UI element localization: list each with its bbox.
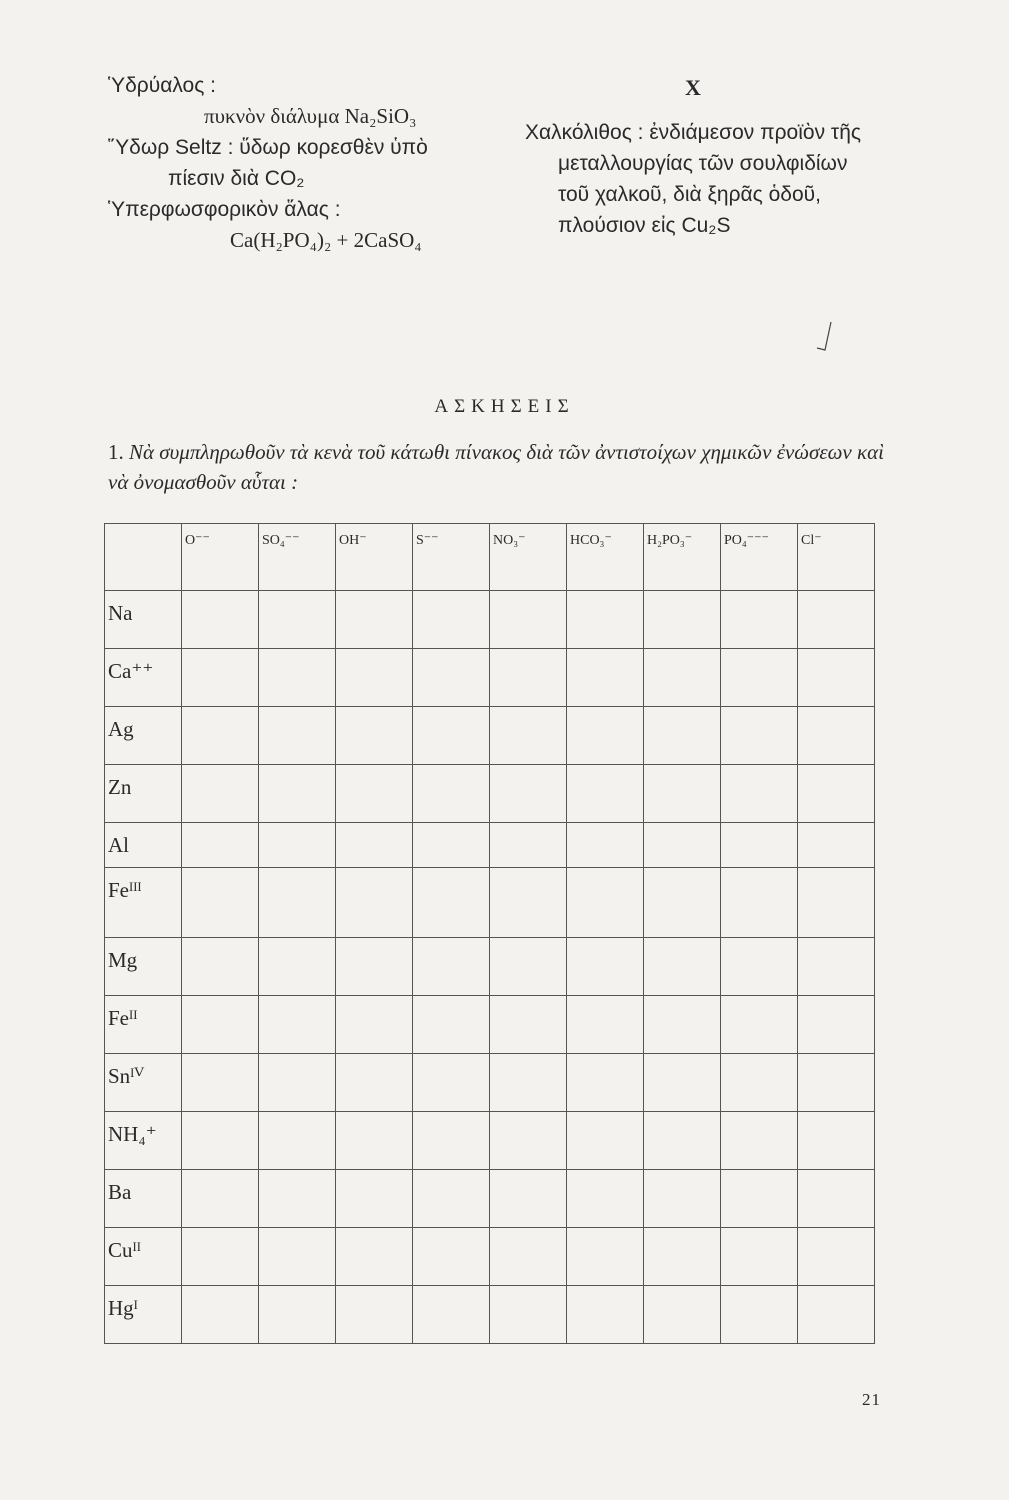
table-cell: [413, 649, 490, 707]
table-row: [105, 765, 875, 823]
table-cell: [644, 707, 721, 765]
table-cell: [721, 707, 798, 765]
table-cell: [721, 996, 798, 1054]
table-cell: [413, 938, 490, 996]
exercise-1: [108, 437, 888, 497]
table-cell: [721, 1170, 798, 1228]
right-column: X Χαλκόλιθος : ἐνδιάμεσον προϊὸν τῆς μεταλλουργίας τῶν σουλφιδίων τοῦ χαλκοῦ, διὰ ξηρᾶς ὁδοῦ, πλούσιον εἰς Cu₂S: [525, 72, 925, 241]
table-cell: [182, 707, 259, 765]
table-cell: [798, 1112, 875, 1170]
table-cell: [798, 707, 875, 765]
table-cell: [567, 1286, 644, 1344]
column-header: Cl⁻: [798, 524, 875, 591]
table-cell: [721, 591, 798, 649]
table-cell: [182, 1170, 259, 1228]
row-header: Ag: [105, 707, 182, 765]
table-cell: [182, 591, 259, 649]
table-cell: [490, 1286, 567, 1344]
table-row: [105, 1112, 875, 1170]
table-cell: [798, 1228, 875, 1286]
seltz-water-label: Ὕδωρ Seltz : ὕδωρ κορεσθὲν ὑπὸ: [108, 136, 428, 159]
compounds-table: [104, 523, 875, 1344]
table-cell: [798, 649, 875, 707]
table-cell: [798, 996, 875, 1054]
row-header: Cuᴵᴵ: [105, 1228, 182, 1286]
table-cell: [567, 1054, 644, 1112]
table-cell: [336, 1228, 413, 1286]
table-cell: [490, 591, 567, 649]
table-cell: [490, 868, 567, 938]
table-cell: [259, 1286, 336, 1344]
row-header: Zn: [105, 765, 182, 823]
exercises-title: ΑΣΚΗΣΕΙΣ: [434, 396, 575, 417]
table-header-row: [105, 524, 875, 591]
table-cell: [490, 996, 567, 1054]
table-cell: [336, 707, 413, 765]
table-cell: [644, 1228, 721, 1286]
table-cell: [798, 938, 875, 996]
table-cell: [644, 765, 721, 823]
table-row: [105, 868, 875, 938]
table-cell: [567, 765, 644, 823]
column-header: NO₃⁻: [490, 524, 567, 591]
table-cell: [721, 868, 798, 938]
table-row: [105, 1054, 875, 1112]
table-cell: [336, 649, 413, 707]
table-cell: [490, 938, 567, 996]
table-cell: [490, 707, 567, 765]
table-cell: [182, 868, 259, 938]
table-cell: [798, 765, 875, 823]
copper-matte-line-3: τοῦ χαλκοῦ, διὰ ξηρᾶς ὁδοῦ,: [558, 183, 821, 206]
table-cell: [567, 868, 644, 938]
column-header: H₂PO₃⁻: [644, 524, 721, 591]
row-header: Feᴵᴵ: [105, 996, 182, 1054]
table-cell: [182, 1112, 259, 1170]
row-header: Mg: [105, 938, 182, 996]
table-cell: [567, 707, 644, 765]
table-cell: [490, 1112, 567, 1170]
table-cell: [413, 1286, 490, 1344]
table-cell: [259, 823, 336, 868]
table-cell: [490, 1228, 567, 1286]
table-cell: [259, 1112, 336, 1170]
table-cell: [798, 1286, 875, 1344]
table-cell: [798, 823, 875, 868]
table-cell: [490, 1170, 567, 1228]
hydrualos-label: Ὑδρύαλος :: [108, 74, 216, 97]
table-cell: [644, 649, 721, 707]
table-cell: [490, 765, 567, 823]
table-cell: [721, 938, 798, 996]
table-cell: [644, 823, 721, 868]
table-cell: [259, 868, 336, 938]
column-header: O⁻⁻: [182, 524, 259, 591]
table-cell: [644, 996, 721, 1054]
copper-matte-label: Χαλκόλιθος : ἐνδιάμεσον προϊὸν τῆς: [525, 121, 861, 144]
table-cell: [413, 591, 490, 649]
table-cell: [798, 591, 875, 649]
table-cell: [259, 1228, 336, 1286]
table-cell: [336, 765, 413, 823]
table-cell: [182, 1286, 259, 1344]
table-cell: [413, 996, 490, 1054]
left-column: [108, 70, 508, 256]
table-cell: [413, 1228, 490, 1286]
exercise-number: 1.: [108, 440, 124, 464]
table-row: [105, 996, 875, 1054]
table-cell: [567, 591, 644, 649]
table-cell: [721, 765, 798, 823]
row-header: Al: [105, 823, 182, 868]
column-header: HCO₃⁻: [567, 524, 644, 591]
table-cell: [182, 938, 259, 996]
table-cell: [336, 1112, 413, 1170]
table-cell: [182, 996, 259, 1054]
table-cell: [336, 591, 413, 649]
copper-matte-line-4: πλούσιον εἰς Cu₂S: [558, 214, 731, 237]
table-cell: [336, 996, 413, 1054]
column-header: OH⁻: [336, 524, 413, 591]
table-cell: [721, 1054, 798, 1112]
table-cell: [336, 868, 413, 938]
table-cell: [259, 938, 336, 996]
table-cell: [721, 823, 798, 868]
table-cell: [721, 1112, 798, 1170]
row-header: Ca⁺⁺: [105, 649, 182, 707]
table-cell: [644, 1054, 721, 1112]
table-row: [105, 591, 875, 649]
table-cell: [413, 1054, 490, 1112]
table-cell: [182, 1228, 259, 1286]
table-cell: [644, 1112, 721, 1170]
table-cell: [567, 938, 644, 996]
table-cell: [567, 996, 644, 1054]
row-header: NH₄⁺: [105, 1112, 182, 1170]
table-cell: [567, 649, 644, 707]
table-row: [105, 707, 875, 765]
table-cell: [336, 1170, 413, 1228]
table-cell: [644, 938, 721, 996]
table-cell: [567, 1170, 644, 1228]
row-header: Na: [105, 591, 182, 649]
table-cell: [721, 649, 798, 707]
table-cell: [644, 591, 721, 649]
hydrualos-definition: πυκνὸν διάλυμα Na₂SiO₃: [204, 104, 417, 128]
table-row: [105, 649, 875, 707]
table-cell: [259, 707, 336, 765]
column-header: S⁻⁻: [413, 524, 490, 591]
corner-cell: [105, 524, 182, 591]
column-header: PO₄⁻⁻⁻: [721, 524, 798, 591]
table-cell: [490, 1054, 567, 1112]
table-row: [105, 938, 875, 996]
table-cell: [567, 1112, 644, 1170]
table-row: [105, 1228, 875, 1286]
row-header: Ba: [105, 1170, 182, 1228]
table-cell: [644, 868, 721, 938]
table-cell: [259, 996, 336, 1054]
table-row: [105, 1170, 875, 1228]
table-cell: [490, 649, 567, 707]
table-cell: [413, 823, 490, 868]
table-cell: [798, 868, 875, 938]
table-cell: [644, 1170, 721, 1228]
table-cell: [798, 1054, 875, 1112]
table-cell: [567, 823, 644, 868]
table-cell: [413, 868, 490, 938]
table-cell: [182, 649, 259, 707]
seltz-water-definition: πίεσιν διὰ CO₂: [168, 167, 305, 190]
table-cell: [413, 707, 490, 765]
table-cell: [567, 1228, 644, 1286]
table-cell: [413, 765, 490, 823]
table-cell: [336, 938, 413, 996]
table-cell: [721, 1286, 798, 1344]
row-header: Hgᴵ: [105, 1286, 182, 1344]
exercise-text: Νὰ συμπληρωθοῦν τὰ κενὰ τοῦ κάτωθι πίνακος διὰ τῶν ἀντιστοίχων χημικῶν ἐνώσεων καὶ νὰ ὀνομασθοῦν αὗται :: [108, 440, 884, 494]
table-cell: [413, 1112, 490, 1170]
pencil-tick-mark: [815, 318, 833, 354]
table-cell: [259, 1170, 336, 1228]
table-cell: [259, 591, 336, 649]
table-cell: [721, 1228, 798, 1286]
table-cell: [336, 823, 413, 868]
column-header: SO₄⁻⁻: [259, 524, 336, 591]
table-cell: [644, 1286, 721, 1344]
table-cell: [182, 823, 259, 868]
table-cell: [413, 1170, 490, 1228]
superphosphate-label: Ὑπερφωσφορικὸν ἅλας :: [108, 198, 341, 221]
table-cell: [490, 823, 567, 868]
table-cell: [182, 765, 259, 823]
row-header: Snᴵⱽ: [105, 1054, 182, 1112]
table-cell: [259, 649, 336, 707]
copper-matte-line-2: μεταλλουργίας τῶν σουλφιδίων: [558, 152, 848, 175]
page-number: 21: [862, 1390, 881, 1409]
table-row: [105, 1286, 875, 1344]
table-cell: [336, 1286, 413, 1344]
table-cell: [336, 1054, 413, 1112]
table-cell: [798, 1170, 875, 1228]
table-cell: [182, 1054, 259, 1112]
superphosphate-formula: Ca(H₂PO₄)₂ + 2CaSO₄: [230, 228, 422, 252]
table-cell: [259, 765, 336, 823]
table-cell: [259, 1054, 336, 1112]
table-row: [105, 823, 875, 868]
row-header: Feᴵᴵᴵ: [105, 868, 182, 938]
